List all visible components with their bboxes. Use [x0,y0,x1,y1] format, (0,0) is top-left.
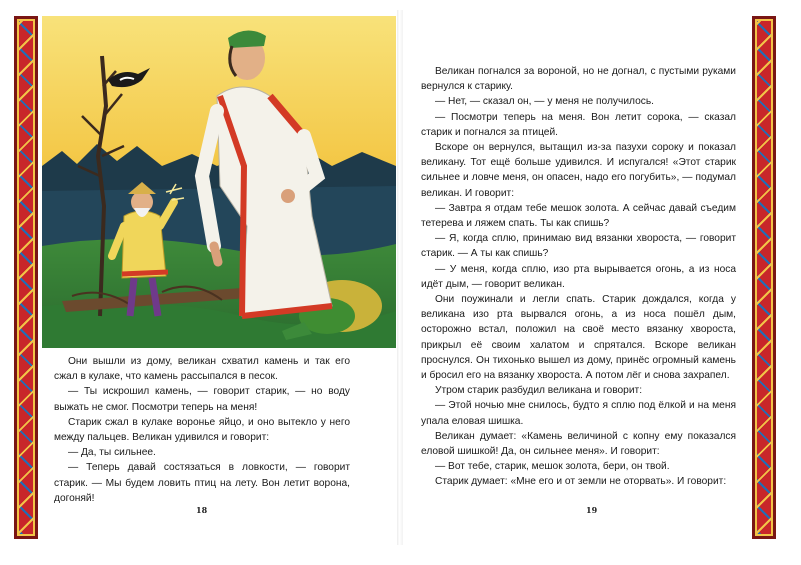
left-page-text [54,354,350,506]
page-number-right: 19 [586,505,598,515]
paragraph: Вскоре он вернулся, вытащил из-за пазухи сороку и показал великану. Тот ещё больше удивился. И испугался! «Этот старик сильнее и ловче меня, он опасен, надо его погубить», — подумал великан. И говорит: [421,142,736,199]
paragraph: — Посмотри теперь на меня. Вон летит сорока, — сказал старик и погнался за птицей. [421,111,736,138]
ornamental-border-left [14,16,38,539]
paragraph: Утром старик разбудил великана и говорит: [435,385,643,397]
paragraph: Они поужинали и легли спать. Старик дождался, когда у великана изо рта вырвался огонь, а из носа пошёл дым, осторожно встал, положил на своё место вязанку хвороста, прикрыл её своим халатом и спрятался. Вскоре великан проснулся. Он тихонько вышел из дому, принёс огромный камень и бросил его на вязанку хвороста. А потом лёг и снова захрапел. [421,294,736,382]
paragraph: — Этой ночью мне снилось, будто я сплю под ёлкой и на меня упала еловая шишка. [421,400,736,427]
paragraph: — Теперь давай состязаться в ловкости, — говорит старик. — Мы будем ловить птиц на лету. Вон летит ворона, догоняй! [54,462,350,504]
book-gutter [397,10,403,545]
paragraph: — Да, ты сильнее. [68,447,156,459]
paragraph: — Вот тебе, старик, мешок золота, бери, он твой. [435,461,670,473]
page-number-left: 18 [196,505,208,515]
paragraph: — Завтра я отдам тебе мешок золота. А сейчас давай съедим тетерева и ляжем спать. Ты как спишь? [421,202,736,230]
paragraph: Старик сжал в кулаке воронье яйцо, и оно вытекло у него между пальцев. Великан удивился и говорит: [54,416,350,444]
paragraph: — У меня, когда сплю, изо рта вырывается огонь, а из носа идёт дым, — говорит великан. [421,263,736,290]
paragraph: Великан погнался за вороной, но не догнал, с пустыми руками вернулся к старику. [421,66,736,93]
paragraph: — Ты искрошил камень, — говорит старик, — но воду выжать не смог. Посмотри теперь на меня! [54,386,350,413]
right-page-text [421,64,736,490]
paragraph: Старик думает: «Мне его и от земли не оторвать». И говорит: [435,476,727,488]
story-illustration [42,16,396,348]
paragraph: Великан думает: «Камень величиной с копну ему показался еловой шишкой! Да, он сильнее меня». И говорит: [421,430,736,458]
giant-and-old-man-picture [42,16,396,348]
paragraph: Они вышли из дому, великан схватил камень и так его сжал в кулаке, что камень рассыпался в песок. [54,356,350,383]
ornamental-border-right [752,16,776,539]
paragraph: — Я, когда сплю, принимаю вид вязанки хвороста, — говорит старик. — А ты как спишь? [421,233,736,260]
paragraph: — Нет, — сказал он, — у меня не получилось. [435,96,654,108]
